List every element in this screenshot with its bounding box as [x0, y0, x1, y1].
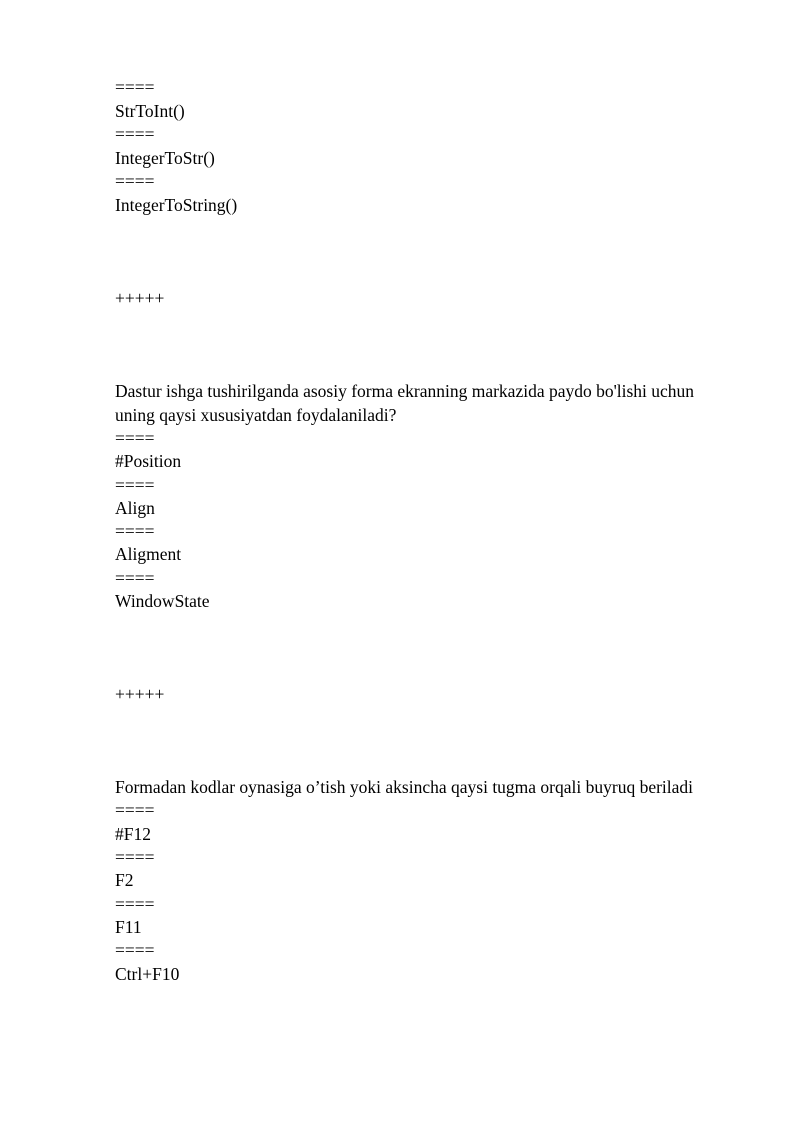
separator: ====	[115, 77, 155, 97]
answer-option: Aligment	[115, 544, 182, 564]
answer-option-correct: #F12	[115, 824, 151, 844]
answer-option: IntegerToStr()	[115, 148, 215, 168]
question-divider: +++++	[115, 288, 165, 308]
separator: ====	[115, 171, 155, 191]
answer-option: Align	[115, 498, 155, 518]
question-text: uning qaysi xususiyatdan foydalaniladi?	[115, 405, 397, 425]
separator: ====	[115, 940, 155, 960]
separator: ====	[115, 568, 155, 588]
separator: ====	[115, 847, 155, 867]
answer-option: WindowState	[115, 591, 210, 611]
question-text: Formadan kodlar oynasiga o’tish yoki aksincha qaysi tugma orqali buyruq beriladi	[115, 777, 694, 797]
separator: ====	[115, 428, 155, 448]
separator: ====	[115, 124, 155, 144]
answer-option: StrToInt()	[115, 101, 185, 121]
answer-option: Ctrl+F10	[115, 964, 180, 984]
separator: ====	[115, 894, 155, 914]
answer-option: F2	[115, 870, 134, 890]
answer-option: F11	[115, 917, 142, 937]
answer-option: IntegerToString()	[115, 195, 238, 215]
separator: ====	[115, 475, 155, 495]
answer-option-correct: #Position	[115, 451, 182, 471]
separator: ====	[115, 800, 155, 820]
separator: ====	[115, 521, 155, 541]
question-divider: +++++	[115, 684, 165, 704]
question-text: Dastur ishga tushirilganda asosiy forma ekranning markazida paydo bo'lishi uchun	[115, 381, 695, 401]
